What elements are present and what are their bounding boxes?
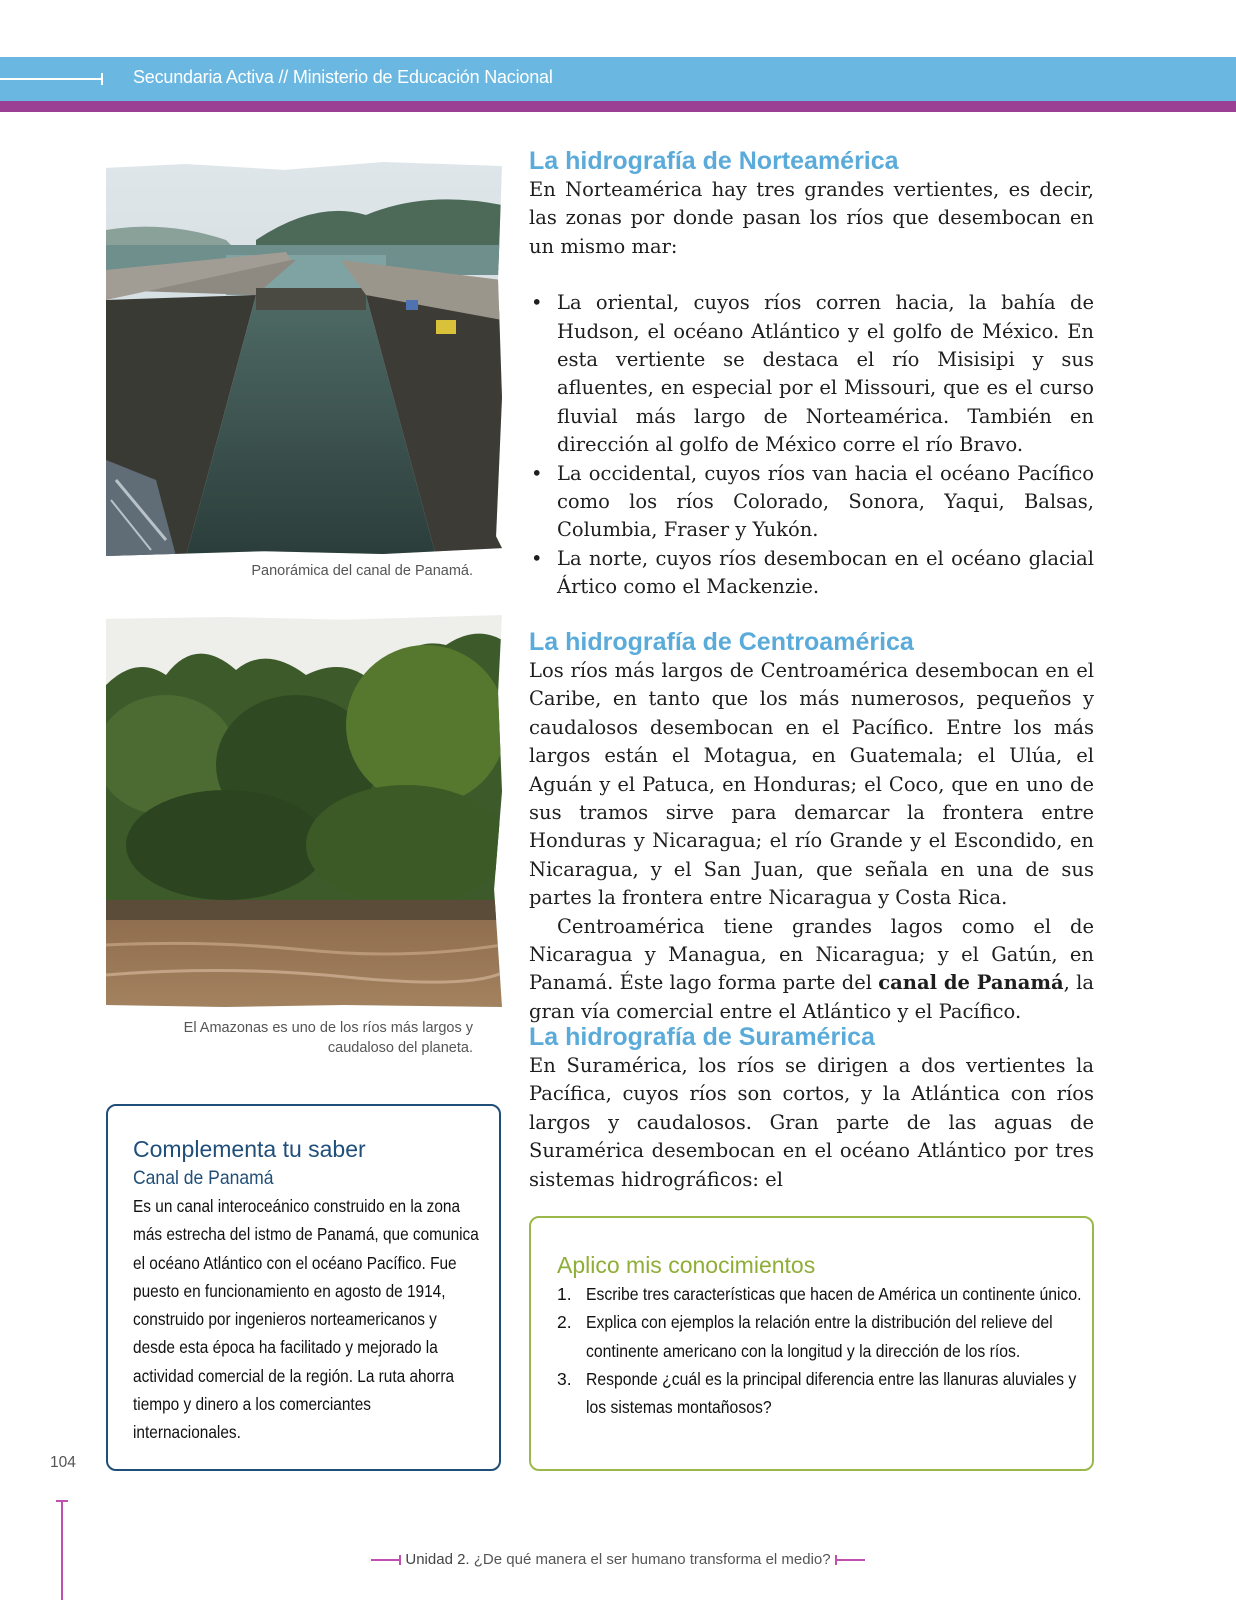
page-number: 104	[50, 1454, 76, 1471]
footer-unit-question: ¿De qué manera el ser humano transforma el medio?	[473, 1551, 831, 1568]
complementa-box	[106, 1104, 501, 1471]
footer	[0, 1551, 1236, 1568]
aplico-list	[557, 1280, 1082, 1421]
paragraph: En Suramérica, los ríos se dirigen a dos vertientes la Pacífica, cuyos ríos son cortos, y la Atlántica con ríos largos y caudalosos. Gran parte de las aguas de Suramérica desembocan en el océano Atlántico por tres sistemas hidrográficos: el	[529, 1054, 1094, 1191]
list-item: 3. Responde ¿cuál es la principal diferencia entre las llanuras aluviales y los sistemas montañosos?	[557, 1368, 1077, 1418]
photo-caption-panama: Panorámica del canal de Panamá.	[251, 563, 473, 579]
section-centroamerica	[529, 627, 1094, 1026]
complementa-title: Complementa tu saber	[133, 1136, 366, 1162]
heading-centroamerica: La hidrografía de Centroamérica	[529, 628, 914, 656]
section-suramerica	[529, 1022, 1094, 1194]
complementa-body: Es un canal interoceánico construido en la zona más estrecha del istmo de Panamá, que comunica el océano Atlántico con el océano Pacífico. Fue puesto en funcionamiento en agosto de 1914, construido por ingenieros norteamericanos y desde esta época ha facilitado y mejorado la actividad comercial de la región. La ruta ahorra tiempo y dinero a los comerciantes internacionales.	[133, 1196, 479, 1443]
bold-term: canal de Panamá	[878, 971, 1064, 995]
header-rule	[0, 78, 103, 80]
footer-dash-right	[835, 1559, 865, 1561]
header-title: Secundaria Activa // Ministerio de Educación Nacional	[133, 67, 553, 87]
header-tick	[101, 73, 103, 85]
heading-norteamerica: La hidrografía de Norteamérica	[529, 147, 899, 175]
margin-line	[61, 1500, 63, 1600]
list-item: 2. Explica con ejemplos la relación entre la distribución del relieve del continente americano con la longitud y la dirección de los ríos.	[557, 1312, 1053, 1361]
list-item: • La norte, cuyos ríos desembocan en el océano glacial Ártico como el Mackenzie.	[531, 546, 1094, 599]
bullet-icon: •	[531, 461, 543, 485]
intro-paragraph: En Norteamérica hay tres grandes vertientes, es decir, las zonas por donde pasan los ríos que desembocan en un mismo mar:	[529, 178, 1094, 258]
aplico-box	[529, 1216, 1094, 1471]
complementa-subtitle: Canal de Panamá	[133, 1167, 274, 1189]
footer-dash-left	[371, 1559, 401, 1561]
header-accent-bar	[0, 101, 1236, 112]
footer-unit-label: Unidad 2.	[405, 1551, 470, 1568]
photo-caption-amazon: El Amazonas es uno de los ríos más largos y caudaloso del planeta.	[183, 1020, 473, 1056]
paragraph: Los ríos más largos de Centroamérica desembocan en el Caribe, en tanto que los más numerosos, pequeños y caudalosos desembocan en el Pacífico. Entre los más largos están el Motagua, en Guatemala; el Ulúa, el Aguán y el Patuca, en Honduras; el Coco, que en uno de sus tramos sirve para demarcar la frontera entre Honduras y Nicaragua; el río Grande y el Escondido, en Nicaragua, y el San Juan, que señala en una de sus partes la frontera entre Nicaragua y Costa Rica.	[529, 659, 1094, 910]
paragraph: Centroamérica tiene grandes lagos como el de Nicaragua y Managua, en Nicaragua; y el Gatún, en Panamá. Éste lago forma parte del canal de Panamá, la gran vía comercial entre el Atlántico y el Pacífico.	[529, 914, 1095, 1023]
list-item: 1. Escribe tres características que hacen de América un continente único.	[557, 1284, 1082, 1304]
panama-canal-photo	[106, 160, 502, 556]
section-norteamerica	[529, 146, 1094, 602]
heading-suramerica: La hidrografía de Suramérica	[529, 1023, 875, 1051]
aplico-title: Aplico mis conocimientos	[557, 1252, 816, 1278]
list-item: • La oriental, cuyos ríos corren hacia, la bahía de Hudson, el océano Atlántico y el golfo de México. En esta vertiente se destaca el río Misisipi y sus afluentes, en especial por el Missouri, que es el curso fluvial más largo de Norteamérica. También en dirección al golfo de México corre el río Bravo.	[531, 291, 1094, 457]
bullet-icon: •	[531, 546, 543, 570]
list-item: • La occidental, cuyos ríos van hacia el océano Pacífico como los ríos Colorado, Sonora, Yaqui, Balsas, Columbia, Fraser y Yukón.	[531, 461, 1094, 542]
vertientes-list	[529, 289, 1094, 601]
amazon-river-photo	[106, 615, 502, 1007]
bullet-icon: •	[531, 291, 543, 315]
